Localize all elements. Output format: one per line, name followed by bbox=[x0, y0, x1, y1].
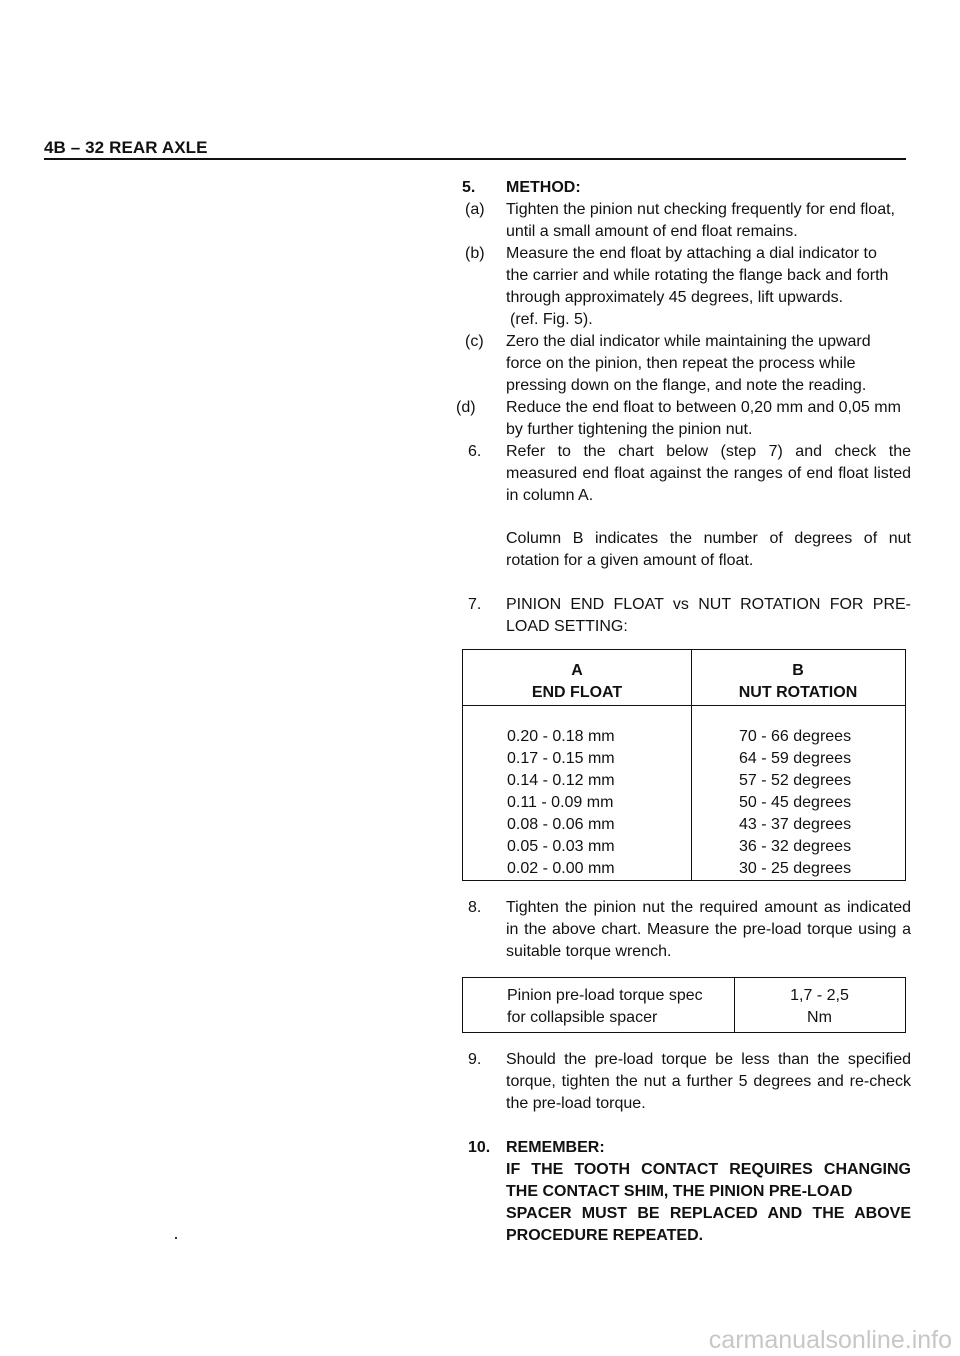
page-title: 4B – 32 REAR AXLE bbox=[44, 138, 208, 157]
step-9 bbox=[456, 1049, 911, 1115]
end-float-cell: 0.11 - 0.09 mm bbox=[507, 794, 614, 811]
step-10-line: PROCEDURE REPEATED. bbox=[506, 1227, 704, 1244]
step-5d-label: (d) bbox=[456, 399, 476, 416]
step-5-number: 5. bbox=[462, 179, 476, 196]
table-header-rule bbox=[463, 705, 905, 706]
nut-rotation-cell: 50 - 45 degrees bbox=[739, 794, 852, 811]
column-a-letter: A bbox=[571, 662, 583, 679]
nut-rotation-cell: 64 - 59 degrees bbox=[739, 750, 852, 767]
step-5b-label: (b) bbox=[465, 245, 485, 262]
end-float-table bbox=[462, 649, 906, 881]
nut-rotation-cell: 43 - 37 degrees bbox=[739, 816, 852, 833]
torque-spec-table bbox=[462, 977, 906, 1033]
step-9-number: 9. bbox=[468, 1051, 482, 1068]
watermark: carmanualsonline.info bbox=[708, 1326, 952, 1354]
step-10-heading: REMEMBER: bbox=[506, 1139, 605, 1156]
step-5b-line: through approximately 45 degrees, lift upwards. bbox=[506, 289, 844, 306]
speck-mark bbox=[175, 1237, 177, 1239]
nut-rotation-cell: 57 - 52 degrees bbox=[739, 772, 852, 789]
step-9-text: Should the pre-load torque be less than the specified torque, tighten the nut a further 5 degrees and re-check the pre-load torque. bbox=[506, 1051, 911, 1112]
step-5d-line: by further tightening the pinion nut. bbox=[506, 421, 753, 438]
end-float-cell: 0.20 - 0.18 mm bbox=[507, 728, 615, 745]
step-8 bbox=[456, 897, 911, 963]
step-5d-line: Reduce the end float to between 0,20 mm and 0,05 mm bbox=[506, 399, 901, 416]
step-10-number: 10. bbox=[468, 1139, 491, 1156]
step-7-number: 7. bbox=[468, 596, 482, 613]
nut-rotation-cell: 30 - 25 degrees bbox=[739, 860, 852, 877]
torque-spec-label-line: Pinion pre-load torque spec bbox=[507, 987, 703, 1004]
step-5c-line: pressing down on the flange, and note the reading. bbox=[506, 377, 867, 394]
torque-spec-value-range: 1,7 - 2,5 bbox=[790, 987, 849, 1004]
end-float-cell: 0.08 - 0.06 mm bbox=[507, 816, 615, 833]
end-float-cell: 0.14 - 0.12 mm bbox=[507, 772, 615, 789]
step-8-number: 8. bbox=[468, 899, 482, 916]
torque-spec-value bbox=[734, 985, 905, 1029]
column-a-title: END FLOAT bbox=[531, 684, 623, 701]
end-float-cell: 0.05 - 0.03 mm bbox=[507, 838, 615, 855]
step-5d bbox=[456, 397, 911, 441]
step-10-line: IF THE TOOTH CONTACT REQUIRES CHANGING bbox=[506, 1161, 911, 1178]
step-10 bbox=[456, 1137, 911, 1247]
torque-spec-label-line: for collapsible spacer bbox=[507, 1009, 658, 1026]
step-5c-line: Zero the dial indicator while maintaining the upward bbox=[506, 333, 871, 350]
nut-rotation-cell: 70 - 66 degrees bbox=[739, 728, 852, 745]
step-5b-line: Measure the end float by attaching a dial indicator to bbox=[506, 245, 877, 262]
step-5b bbox=[456, 243, 911, 331]
column-b-title: NUT ROTATION bbox=[738, 684, 858, 701]
step-5b-line: (ref. Fig. 5). bbox=[510, 311, 593, 328]
step-6-note: Column B indicates the number of degrees of nut rotation for a given amount of float. bbox=[506, 530, 911, 569]
step-6-text: Refer to the chart below (step 7) and check the measured end float against the ranges of end float listed in column A. bbox=[506, 443, 911, 504]
header-rule bbox=[44, 158, 906, 160]
step-5a-line: until a small amount of end float remains. bbox=[506, 223, 798, 240]
end-float-cell: 0.17 - 0.15 mm bbox=[507, 750, 615, 767]
column-b-letter: B bbox=[792, 662, 804, 679]
step-8-text: Tighten the pinion nut the required amount as indicated in the above chart. Measure the pre-load torque using a suitable torque wrench. bbox=[506, 899, 911, 960]
step-5-heading: METHOD: bbox=[506, 179, 581, 196]
end-float-cell: 0.02 - 0.00 mm bbox=[507, 860, 615, 877]
step-5a-label: (a) bbox=[465, 201, 485, 218]
step-5 bbox=[456, 177, 911, 199]
torque-spec-value-unit: Nm bbox=[807, 1009, 832, 1026]
end-float-column bbox=[507, 726, 615, 880]
step-5b-line: the carrier and while rotating the flange back and forth bbox=[506, 267, 889, 284]
step-6-number: 6. bbox=[468, 443, 482, 460]
step-5c-label: (c) bbox=[465, 333, 484, 350]
step-10-line: SPACER MUST BE REPLACED AND THE ABOVE bbox=[506, 1205, 911, 1222]
step-6 bbox=[456, 441, 911, 507]
torque-spec-label bbox=[507, 985, 703, 1029]
step-5c-line: force on the pinion, then repeat the process while bbox=[506, 355, 856, 372]
step-5c bbox=[456, 331, 911, 397]
step-7 bbox=[456, 594, 911, 638]
step-10-line: THE CONTACT SHIM, THE PINION PRE-LOAD bbox=[506, 1183, 853, 1200]
step-5a bbox=[456, 199, 911, 243]
column-a-header bbox=[463, 660, 691, 704]
step-5a-line: Tighten the pinion nut checking frequently for end float, bbox=[506, 201, 895, 218]
column-b-header bbox=[691, 660, 905, 704]
nut-rotation-cell: 36 - 32 degrees bbox=[739, 838, 852, 855]
nut-rotation-column bbox=[739, 726, 851, 880]
step-7-text: PINION END FLOAT vs NUT ROTATION FOR PRE-LOAD SETTING: bbox=[506, 596, 911, 635]
